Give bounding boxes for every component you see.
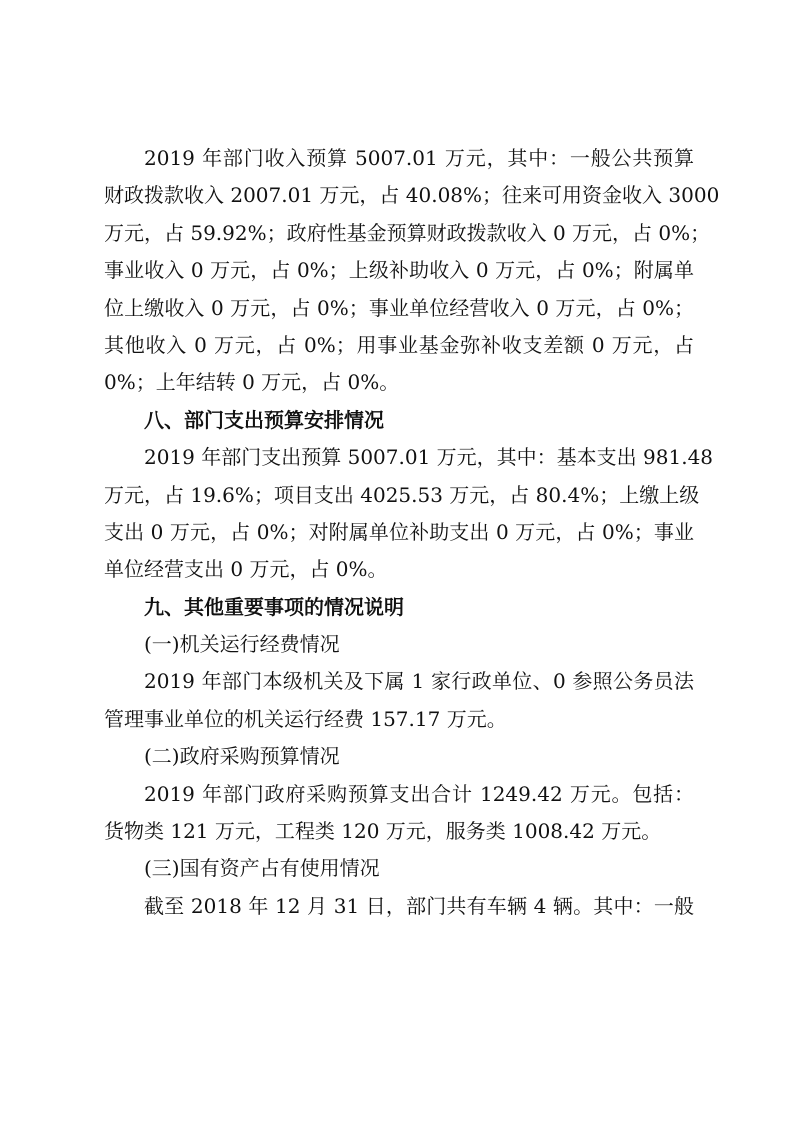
expenditure-paragraph-line: 万元，占 19.6%；项目支出 4025.53 万元，占 80.4%；上缴上级 xyxy=(104,482,700,507)
income-paragraph-line: 万元，占 59.92%；政府性基金预算财政拨款收入 0 万元，占 0%； xyxy=(104,220,711,245)
income-paragraph-line: 其他收入 0 万元，占 0%；用事业基金弥补收支差额 0 万元，占 xyxy=(104,332,694,357)
expenditure-paragraph-line: 2019 年部门支出预算 5007.01 万元，其中：基本支出 981.48 xyxy=(144,445,714,470)
income-paragraph-line: 2019 年部门收入预算 5007.01 万元，其中：一般公共预算 xyxy=(144,146,694,170)
subheading-state-assets: (三)国有资产占有使用情况 xyxy=(144,856,380,881)
expenditure-paragraph-line: 单位经营支出 0 万元，占 0%。 xyxy=(104,557,388,582)
procurement-paragraph-line: 2019 年部门政府采购预算支出合计 1249.42 万元。包括： xyxy=(144,781,694,806)
subheading-procurement: (二)政府采购预算情况 xyxy=(144,744,340,769)
section-heading-other-matters: 九、其他重要事项的情况说明 xyxy=(144,594,404,619)
document-body xyxy=(104,140,720,925)
operating-costs-paragraph-line: 2019 年部门本级机关及下属 1 家行政单位、0 参照公务员法 xyxy=(144,669,694,694)
income-paragraph-line: 0%；上年结转 0 万元，占 0%。 xyxy=(104,370,400,395)
income-paragraph-line: 财政拨款收入 2007.01 万元，占 40.08%；往来可用资金收入 3000 xyxy=(104,183,720,208)
subheading-operating-costs: (一)机关运行经费情况 xyxy=(144,632,340,657)
income-paragraph-line: 事业收入 0 万元，占 0%；上级补助收入 0 万元，占 0%；附属单 xyxy=(104,258,694,283)
expenditure-paragraph-line: 支出 0 万元，占 0%；对附属单位补助支出 0 万元，占 0%；事业 xyxy=(104,519,694,544)
income-paragraph-line: 位上缴收入 0 万元，占 0%；事业单位经营收入 0 万元，占 0%； xyxy=(104,295,694,320)
state-assets-paragraph-line: 截至 2018 年 12 月 31 日，部门共有车辆 4 辆。其中：一般 xyxy=(144,893,694,918)
section-heading-expenditure: 八、部门支出预算安排情况 xyxy=(144,407,384,432)
operating-costs-paragraph-line: 管理事业单位的机关运行经费 157.17 万元。 xyxy=(104,706,507,731)
procurement-paragraph-line: 货物类 121 万元，工程类 120 万元，服务类 1008.42 万元。 xyxy=(104,819,662,844)
